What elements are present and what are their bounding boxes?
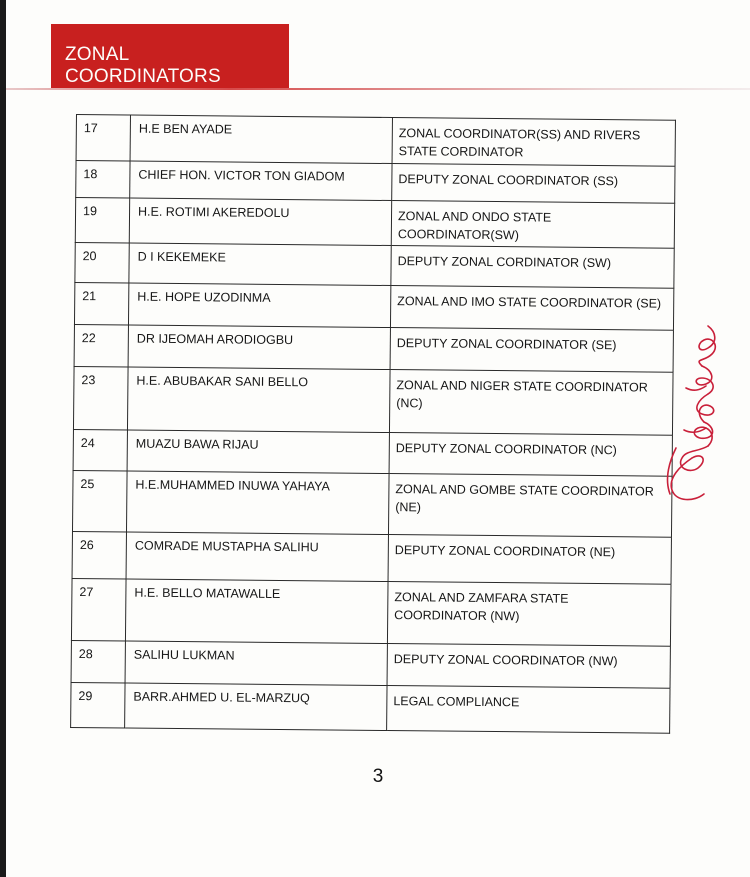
row-role: DEPUTY ZONAL COORDINATOR (NE) — [388, 535, 671, 585]
table-row — [74, 324, 673, 372]
row-name: H.E. ROTIMI AKEREDOLU — [129, 198, 391, 246]
coordinators-table — [70, 114, 676, 734]
table-row — [76, 161, 675, 204]
row-role: ZONAL COORDINATOR(SS) AND RIVERS STATE CORDINATOR — [392, 118, 675, 167]
row-name: COMRADE MUSTAPHA SALIHU — [126, 532, 388, 582]
row-name: H.E. ABUBAKAR SANI BELLO — [127, 367, 390, 433]
row-number: 26 — [72, 531, 126, 579]
document-page — [6, 0, 750, 877]
row-role: ZONAL AND IMO STATE COORDINATOR (SE) — [390, 286, 673, 331]
header-divider — [6, 88, 750, 90]
row-number: 17 — [76, 115, 130, 162]
table-row — [72, 531, 671, 584]
row-number: 22 — [74, 324, 128, 367]
coordinators-table-wrap — [70, 114, 676, 754]
row-number: 23 — [73, 366, 128, 430]
section-title: ZONAL COORDINATORS — [65, 44, 221, 87]
table-row — [71, 640, 670, 688]
row-name: DR IJEOMAH ARODIOGBU — [128, 325, 390, 370]
row-role: DEPUTY ZONAL COORDINATOR (SS) — [392, 164, 675, 204]
row-role: DEPUTY ZONAL COORDINATOR (NW) — [387, 644, 670, 689]
row-number: 18 — [76, 161, 130, 199]
row-number: 19 — [75, 198, 129, 244]
row-role: ZONAL AND GOMBE STATE COORDINATOR (NE) — [388, 474, 672, 538]
table-row — [75, 242, 674, 288]
row-role: DEPUTY ZONAL CORDINATOR (SW) — [391, 246, 674, 289]
row-name: MUAZU BAWA RIJAU — [127, 430, 389, 474]
table-row — [76, 115, 675, 167]
row-number: 21 — [74, 282, 128, 325]
row-role: ZONAL AND ZAMFARA STATE COORDINATOR (NW) — [387, 582, 671, 647]
table-row — [73, 366, 673, 435]
table-row — [72, 470, 672, 537]
row-role: ZONAL AND NIGER STATE COORDINATOR (NC) — [389, 370, 673, 436]
handwritten-signature-icon — [646, 318, 726, 513]
row-role: DEPUTY ZONAL COORDINATOR (SE) — [390, 328, 673, 373]
row-number: 27 — [71, 578, 126, 641]
row-role: ZONAL AND ONDO STATE COORDINATOR(SW) — [391, 201, 674, 249]
table-row — [75, 198, 674, 249]
row-name: H.E BEN AYADE — [130, 115, 392, 164]
table-row — [71, 682, 670, 733]
table-row — [74, 282, 673, 330]
row-name: H.E. HOPE UZODINMA — [128, 283, 390, 328]
row-role: LEGAL COMPLIANCE — [387, 686, 670, 734]
row-number: 28 — [71, 640, 125, 683]
row-name: H.E. BELLO MATAWALLE — [125, 579, 388, 644]
row-name: H.E.MUHAMMED INUWA YAHAYA — [126, 471, 389, 535]
table-row — [71, 578, 671, 646]
page-number: 3 — [372, 766, 384, 787]
section-title-banner — [51, 24, 289, 88]
row-number: 25 — [72, 470, 127, 532]
row-name: BARR.AHMED U. EL-MARZUQ — [125, 683, 387, 731]
table-row — [73, 429, 672, 476]
row-name: SALIHU LUKMAN — [125, 641, 387, 686]
row-role: DEPUTY ZONAL COORDINATOR (NC) — [389, 433, 672, 477]
row-name: CHIEF HON. VICTOR TON GIADOM — [130, 161, 392, 201]
row-number: 20 — [75, 242, 129, 283]
row-number: 29 — [71, 682, 125, 728]
row-name: D I KEKEMEKE — [129, 243, 391, 286]
row-number: 24 — [73, 429, 127, 471]
